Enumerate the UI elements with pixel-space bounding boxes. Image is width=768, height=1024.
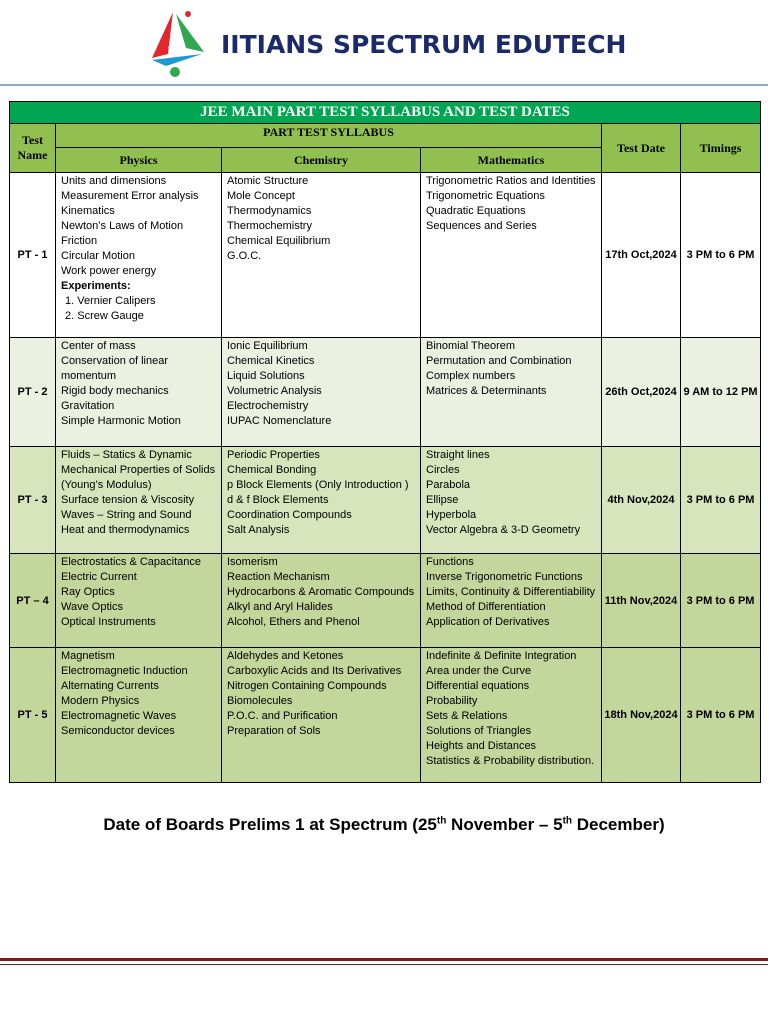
topic: Electromagnetic Waves	[61, 710, 177, 722]
note-superscript: th	[562, 815, 573, 827]
topic: d & f Block Elements	[227, 494, 329, 506]
topic: Ellipse	[426, 494, 459, 506]
topic: Aldehydes and Ketones	[227, 650, 344, 662]
topic: Units and dimensions	[61, 175, 167, 187]
topic: P.O.C. and Purification	[227, 710, 338, 722]
topic: Alcohol, Ethers and Phenol	[227, 616, 360, 628]
physics-topics	[56, 554, 222, 648]
chemistry-topics	[222, 338, 421, 447]
header-timings: Timings	[681, 124, 761, 173]
topic: Rigid body mechanics	[61, 385, 169, 397]
experiment-item: 1. Vernier Calipers	[65, 295, 156, 307]
topic: p Block Elements (Only Introduction )	[227, 479, 409, 491]
topic: Electrochemistry	[227, 400, 309, 412]
topic: Area under the Curve	[426, 665, 532, 677]
topic: Chemical Bonding	[227, 464, 317, 476]
topic: Semiconductor devices	[61, 725, 175, 737]
topic: Measurement Error analysis	[61, 190, 199, 202]
topic: Vector Algebra & 3-D Geometry	[426, 524, 581, 536]
topic: Inverse Trigonometric Functions	[426, 571, 583, 583]
header-row-top	[10, 124, 761, 148]
topic: Trigonometric Ratios and Identities	[426, 175, 596, 187]
physics-topics	[56, 648, 222, 783]
topic: Sequences and Series	[426, 220, 537, 232]
topic: Ray Optics	[61, 586, 115, 598]
topic: Electromagnetic Induction	[61, 665, 188, 677]
chemistry-topics	[222, 554, 421, 648]
topic: Waves – String and Sound	[61, 509, 192, 521]
note-middle: November – 5	[446, 815, 563, 834]
mathematics-topics	[421, 173, 602, 338]
page-header	[0, 0, 768, 86]
table-title: JEE MAIN PART TEST SYLLABUS AND TEST DATES	[10, 102, 761, 124]
topic: Binomial Theorem	[426, 340, 516, 352]
experiment-item: 2. Screw Gauge	[65, 310, 144, 322]
topic: Salt Analysis	[227, 524, 290, 536]
topic: Surface tension & Viscosity	[61, 494, 195, 506]
footer-rule-thin	[0, 964, 768, 965]
topic: Heat and thermodynamics	[61, 524, 190, 536]
header-mathematics: Mathematics	[421, 148, 602, 173]
topic: Newton’s Laws of Motion	[61, 220, 184, 232]
topic: Thermochemistry	[227, 220, 312, 232]
test-date: 11th Nov,2024	[602, 554, 681, 648]
chemistry-topics	[222, 447, 421, 554]
header-test-date: Test Date	[602, 124, 681, 173]
note-superscript: th	[436, 815, 447, 827]
topic: Optical Instruments	[61, 616, 156, 628]
physics-topics	[56, 338, 222, 447]
topic: Liquid Solutions	[227, 370, 305, 382]
topic: Kinematics	[61, 205, 115, 217]
test-date: 26th Oct,2024	[602, 338, 681, 447]
topic: Carboxylic Acids and Its Derivatives	[227, 665, 402, 677]
topic: momentum	[61, 370, 117, 382]
topic: Biomolecules	[227, 695, 293, 707]
topic: Solutions of Triangles	[426, 725, 532, 737]
test-name: PT - 2	[10, 338, 56, 447]
topic: Modern Physics	[61, 695, 140, 707]
table-row	[10, 338, 761, 447]
test-name: PT – 4	[10, 554, 56, 648]
topic: Matrices & Determinants	[426, 385, 547, 397]
topic: Statistics & Probability distribution.	[426, 755, 595, 767]
topic: Friction	[61, 235, 98, 247]
header-divider	[0, 84, 768, 86]
header-part-test-syllabus: PART TEST SYLLABUS	[56, 124, 602, 148]
topic: Magnetism	[61, 650, 115, 662]
topic: Isomerism	[227, 556, 278, 568]
table-title-row	[10, 102, 761, 124]
topic: Electrostatics & Capacitance	[61, 556, 202, 568]
topic: Thermodynamics	[227, 205, 312, 217]
test-timing: 3 PM to 6 PM	[681, 554, 761, 648]
topic: Limits, Continuity & Differentiability	[426, 586, 596, 598]
header-physics: Physics	[56, 148, 222, 173]
table-row	[10, 648, 761, 783]
physics-topics	[56, 447, 222, 554]
topic: Center of mass	[61, 340, 136, 352]
test-name: PT - 3	[10, 447, 56, 554]
header-chemistry: Chemistry	[222, 148, 421, 173]
topic: Chemical Equilibrium	[227, 235, 331, 247]
mathematics-topics	[421, 554, 602, 648]
topic: Hydrocarbons & Aromatic Compounds	[227, 586, 415, 598]
topic: Straight lines	[426, 449, 490, 461]
topic: Alkyl and Aryl Halides	[227, 601, 333, 613]
test-timing: 3 PM to 6 PM	[681, 447, 761, 554]
topic: Gravitation	[61, 400, 115, 412]
topic: (Young’s Modulus)	[61, 479, 152, 491]
topic: Mechanical Properties of Solids	[61, 464, 216, 476]
topic: Quadratic Equations	[426, 205, 526, 217]
note-suffix: December)	[572, 815, 665, 834]
topic: Circular Motion	[61, 250, 135, 262]
test-timing: 9 AM to 12 PM	[681, 338, 761, 447]
table-row	[10, 173, 761, 338]
topic: IUPAC Nomenclature	[227, 415, 332, 427]
triangle-figure-logo-icon	[146, 8, 210, 78]
topic: Parabola	[426, 479, 471, 491]
chemistry-topics	[222, 648, 421, 783]
topic: Nitrogen Containing Compounds	[227, 680, 387, 692]
topic: Mole Concept	[227, 190, 295, 202]
table-row	[10, 554, 761, 648]
boards-prelims-note	[0, 815, 768, 835]
topic: Atomic Structure	[227, 175, 309, 187]
mathematics-topics	[421, 447, 602, 554]
mathematics-topics	[421, 338, 602, 447]
physics-topics	[56, 173, 222, 338]
header-test-name: Test Name	[10, 124, 56, 173]
test-timing: 3 PM to 6 PM	[681, 648, 761, 783]
topic: Coordination Compounds	[227, 509, 352, 521]
topic: G.O.C.	[227, 250, 262, 262]
topic: Work power energy	[61, 265, 157, 277]
topic: Periodic Properties	[227, 449, 320, 461]
topic: Differential equations	[426, 680, 530, 692]
topic: Alternating Currents	[61, 680, 159, 692]
test-date: 17th Oct,2024	[602, 173, 681, 338]
test-date: 18th Nov,2024	[602, 648, 681, 783]
topic: Circles	[426, 464, 460, 476]
topic: Reaction Mechanism	[227, 571, 330, 583]
mathematics-topics	[421, 648, 602, 783]
test-name: PT - 5	[10, 648, 56, 783]
topic: Method of Differentiation	[426, 601, 546, 613]
test-name: PT - 1	[10, 173, 56, 338]
brand-name: IITIANS SPECTRUM EDUTECH	[221, 30, 627, 59]
topic: Trigonometric Equations	[426, 190, 545, 202]
topic: Conservation of linear	[61, 355, 169, 367]
topic: Functions	[426, 556, 474, 568]
topic: Hyperbola	[426, 509, 477, 521]
test-date: 4th Nov,2024	[602, 447, 681, 554]
chemistry-topics	[222, 173, 421, 338]
table-row	[10, 447, 761, 554]
topic: Wave Optics	[61, 601, 123, 613]
topic: Probability	[426, 695, 478, 707]
topic: Electric Current	[61, 571, 137, 583]
syllabus-table	[9, 101, 761, 783]
note-prefix: Date of Boards Prelims 1 at Spectrum (25	[103, 815, 437, 834]
topic: Indefinite & Definite Integration	[426, 650, 577, 662]
topic: Volumetric Analysis	[227, 385, 322, 397]
topic: Heights and Distances	[426, 740, 537, 752]
topic: Permutation and Combination	[426, 355, 572, 367]
topic: Sets & Relations	[426, 710, 508, 722]
footer-rule	[0, 958, 768, 961]
experiments-label: Experiments:	[61, 280, 131, 292]
test-timing: 3 PM to 6 PM	[681, 173, 761, 338]
topic: Simple Harmonic Motion	[61, 415, 181, 427]
topic: Preparation of Sols	[227, 725, 321, 737]
topic: Fluids – Statics & Dynamic	[61, 449, 192, 461]
topic: Application of Derivatives	[426, 616, 550, 628]
topic: Chemical Kinetics	[227, 355, 315, 367]
topic: Ionic Equilibrium	[227, 340, 308, 352]
topic: Complex numbers	[426, 370, 516, 382]
